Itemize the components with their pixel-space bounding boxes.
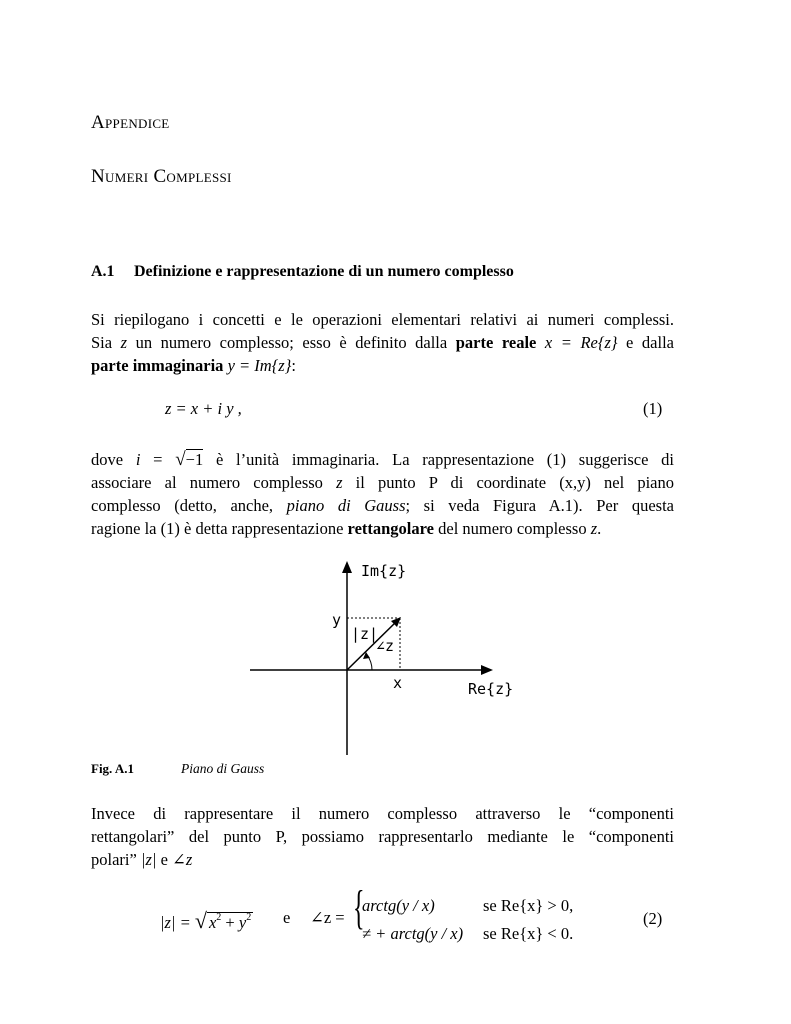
- paragraph-intro: [91, 308, 674, 377]
- figure-caption-text: Piano di Gauss: [181, 761, 265, 776]
- angle-case-1-condition: se Re{x} > 0,: [483, 896, 574, 915]
- equation-1-number: (1): [643, 399, 663, 418]
- re-axis-label: Re{z}: [468, 680, 514, 698]
- rect-line-4: ragione la (1) è detta rappresentazione rettangolare del numero complesso z.: [91, 519, 602, 538]
- angle-lhs: ∠z =: [310, 908, 345, 927]
- angle-label: ∠z: [376, 637, 395, 655]
- imaginary-axis-arrow-icon: [342, 561, 352, 573]
- polar-line-2: rettangolari” del punto P, possiamo rappresentarlo mediante le “componenti: [91, 827, 674, 846]
- paragraph-polar: [91, 802, 674, 871]
- equation-1: z = x + i y ,: [165, 399, 242, 418]
- real-axis-arrow-icon: [481, 665, 493, 675]
- rect-line-2: associare al numero complesso z il punto P di coordinate (x,y) nel piano: [91, 473, 674, 492]
- chapter-title: Numeri Complessi: [91, 166, 232, 187]
- im-axis-label: Im{z}: [361, 562, 407, 580]
- intro-line-2: Sia z un numero complesso; esso è definito dalla parte reale x = Re{z} e dalla: [91, 333, 674, 352]
- section-number: A.1: [91, 263, 115, 280]
- gauss-plane-figure: [250, 555, 520, 760]
- y-label: y: [332, 611, 342, 629]
- modulus-formula: |z| = √ $x^2 + y^2$: [160, 908, 252, 933]
- angle-case-2-condition: se Re{x} < 0.: [483, 924, 574, 943]
- angle-case-1: arctg(y / x): [362, 896, 435, 915]
- modulus-label: |z|: [351, 625, 379, 643]
- section-title: Definizione e rappresentazione di un numero complesso: [134, 263, 514, 280]
- figure-caption-label: Fig. A.1: [91, 761, 134, 776]
- intro-line-1: Si riepilogano i concetti e le operazioni elementari relativi ai numeri complessi.: [91, 310, 674, 329]
- polar-line-3: polari” |z| e ∠z: [91, 850, 193, 869]
- intro-line-3: parte immaginaria y = Im{z}:: [91, 356, 296, 375]
- x-label: x: [393, 674, 403, 692]
- conjunction-e: e: [283, 908, 291, 927]
- appendix-heading: Appendice: [91, 112, 170, 133]
- rect-line-1: dove i = √−1 è l’unità immaginaria. La rappresentazione (1) suggerisce di: [91, 449, 675, 470]
- angle-case-2: ≠ + arctg(y / x): [362, 924, 464, 943]
- equation-2-number: (2): [643, 909, 663, 928]
- case-brace-icon: {: [353, 881, 365, 934]
- rect-line-3: complesso (detto, anche, piano di Gauss; si veda Figura A.1). Per questa: [91, 496, 674, 515]
- section-heading: [91, 263, 514, 281]
- paragraph-rectangular: [91, 448, 674, 540]
- polar-line-1: Invece di rappresentare il numero complesso attraverso le “componenti: [91, 804, 674, 823]
